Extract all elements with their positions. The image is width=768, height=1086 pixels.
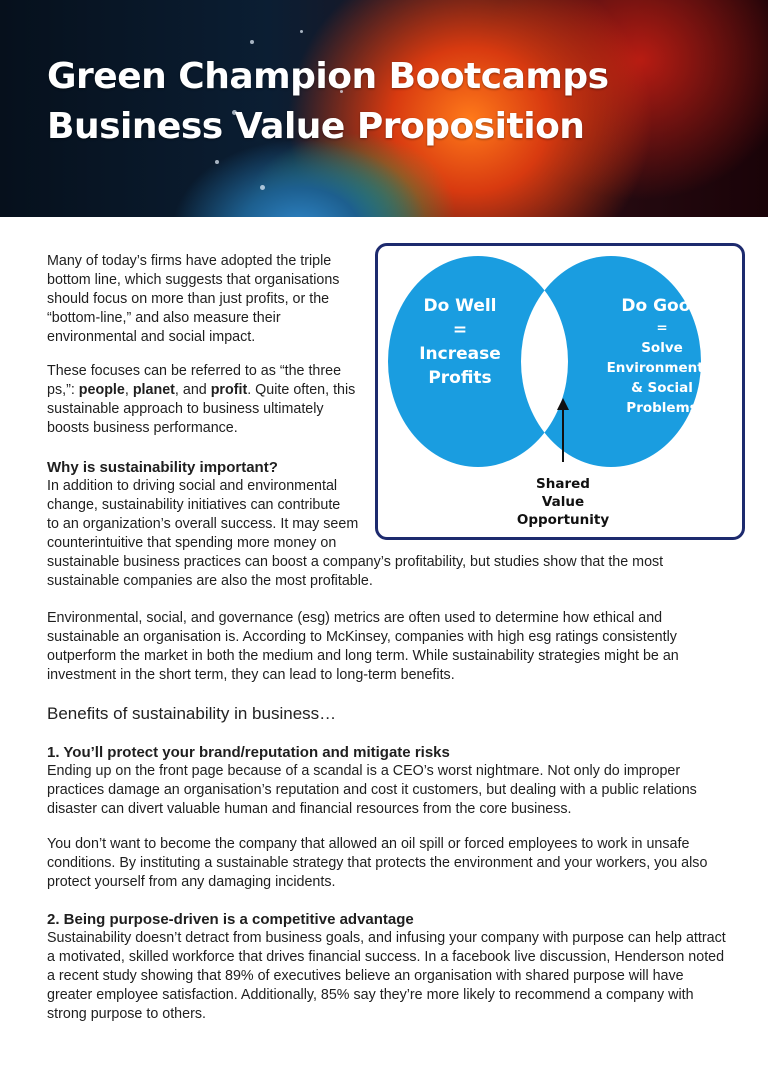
shared-value-overlap (521, 256, 568, 467)
benefit-2-heading: 2. Being purpose-driven is a competitive advantage (47, 911, 414, 928)
why-line-3: to an organization’s overall success. It may seem (47, 516, 359, 532)
why-line-2: change, sustainability initiatives can contribute (47, 497, 341, 513)
people-term: people (78, 382, 125, 398)
social-label: & Social (631, 380, 693, 396)
intro-text: , (124, 382, 133, 398)
do-well-label (406, 294, 514, 390)
solve-label: Solve (641, 340, 683, 356)
arrow-shaft (562, 406, 564, 462)
profits-label: Profits (428, 368, 492, 388)
overlap-clip (521, 256, 568, 467)
benefit-1-paragraph-2: You don’t want to become the company that allowed an oil spill or forced employees to work in unsafe conditions. By instituting a sustainable strategy that protects the environment and your workers, you also protect yourself from any damaging incidents. (47, 836, 708, 890)
why-line-4: counterintuitive that spending more money on (47, 535, 337, 551)
water-splash-decoration (215, 160, 219, 164)
planet-term: planet (132, 382, 175, 398)
intro-text: , and (174, 382, 211, 398)
benefits-heading: Benefits of sustainability in business… (47, 704, 337, 723)
why-paragraph-rest: sustainable business practices can boost a company’s profitability, but studies show that the most sustainable companies are also the most profitable. (47, 554, 664, 589)
why-line-1: In addition to driving social and environmental (47, 478, 338, 494)
do-good-title: Do Good (621, 296, 703, 316)
do-good-label (603, 294, 721, 418)
equals-sign: = (452, 320, 468, 340)
venn-diagram (375, 243, 745, 540)
profit-term: profit (210, 382, 248, 398)
increase-label: Increase (419, 344, 501, 364)
why-heading: Why is sustainability important? (47, 459, 278, 476)
title-line-1: Green Champion Bootcamps (47, 56, 609, 97)
shared-word: Shared (536, 476, 590, 492)
header-banner (0, 0, 768, 217)
environmental-label: Environmental (606, 360, 718, 376)
opportunity-word: Opportunity (516, 512, 610, 528)
benefit-2-paragraph: Sustainability doesn’t detract from business goals, and infusing your company with purpose can help attract a motivated, skilled workforce that drives financial success. In a facebook live discussion, Henderson noted a recent study showing that 89% of executives believe an organisation with shared purpose will have greater employee satisfaction. Additionally, 85% say they’re more likely to recommend a company with strong purpose to others. (47, 930, 726, 1022)
intro-paragraph-1: Many of today’s firms have adopted the triple bottom line, which suggests that organisations should focus on more than just profits, or the “bottom-line,” and also measure their environmental and social impact. (47, 253, 340, 345)
water-splash-decoration (250, 40, 254, 44)
intro-text: . Quite often, this sustainable approach to business ultimately boosts business performance. (47, 382, 356, 436)
do-well-title: Do Well (423, 296, 497, 316)
benefit-1-paragraph-1: Ending up on the front page because of a scandal is a CEO’s worst nightmare. Not only do improper practices damage an organisation’s reputation and cost it customers, but dealing with a public relations disaster can divert valuable human and financial resources from the core business. (47, 763, 697, 817)
page-title (47, 52, 609, 152)
water-splash-decoration (260, 185, 265, 190)
esg-paragraph: Environmental, social, and governance (esg) metrics are often used to determine how ethical and sustainable an organisation is. According to McKinsey, companies with high esg ratings consistently outperform the market in both the medium and long term. While sustainability strategies might be an investment in the short term, they can lead to long-term benefits. (47, 610, 679, 683)
value-word: Value (541, 494, 585, 510)
problems-label: Problems (626, 400, 698, 416)
intro-paragraph-2 (47, 362, 365, 438)
water-splash-decoration (300, 30, 303, 33)
shared-value-label (498, 475, 628, 529)
title-line-2: Business Value Proposition (47, 106, 585, 147)
why-paragraph-lead (47, 477, 387, 553)
equals-sign: = (656, 320, 668, 336)
overlap-fill (521, 256, 568, 467)
intro-text: These focuses can be referred to as “the three ps,”: (47, 363, 342, 398)
benefit-1-heading: 1. You’ll protect your brand/reputation and mitigate risks (47, 744, 450, 761)
